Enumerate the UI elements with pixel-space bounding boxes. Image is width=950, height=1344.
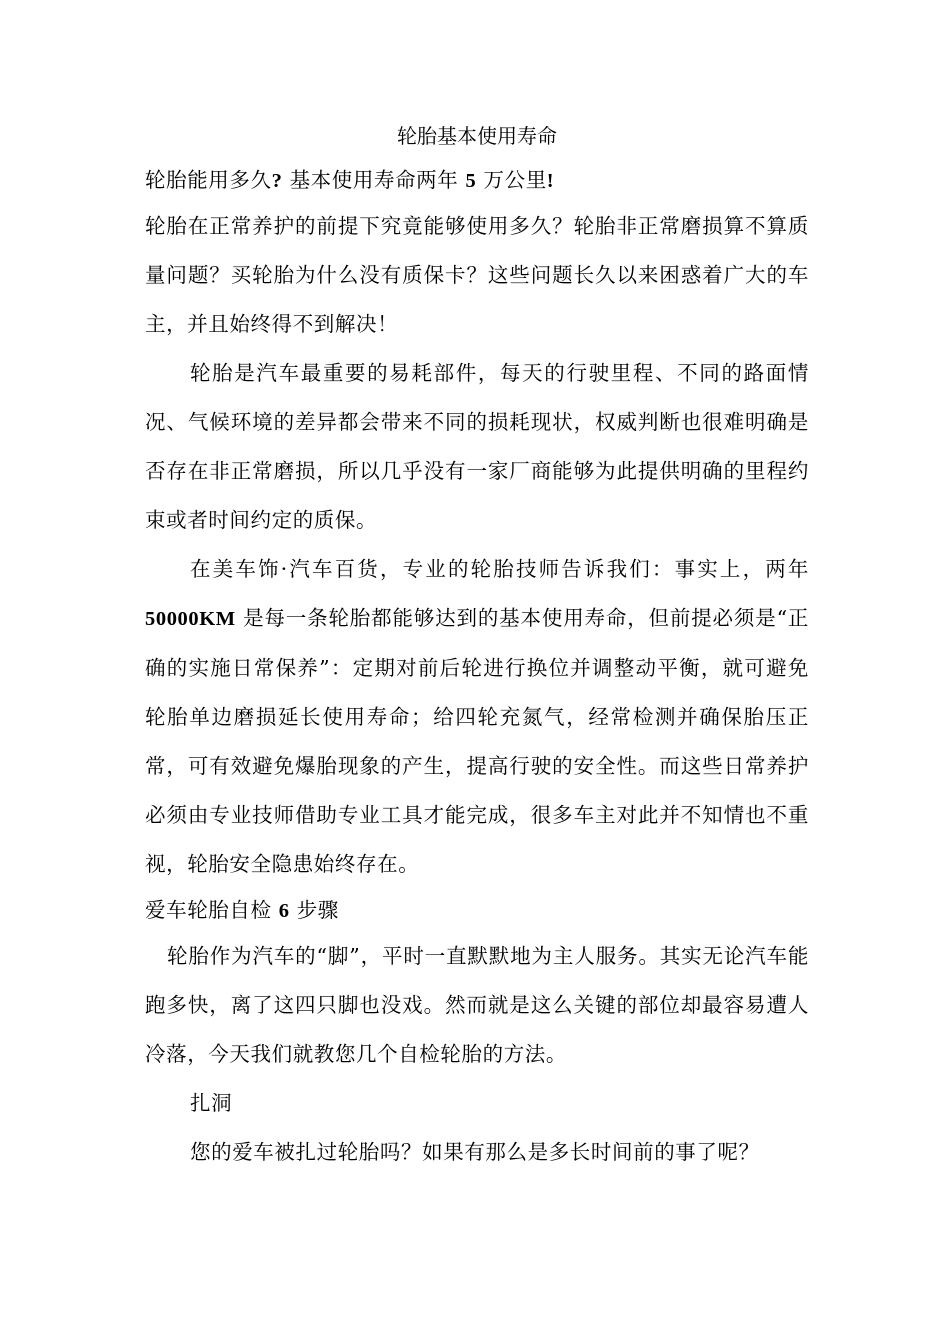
subtitle-exclamation: ! xyxy=(546,170,555,192)
sub-heading-puncture: 扎洞 xyxy=(190,1091,233,1115)
intro-paragraph: 轮胎在正常养护的前提下究竟能够使用多久？轮胎非正常磨损算不算质量问题？买轮胎为什么没有质保卡？这些问题长久以来困惑着广大的车主，并且始终得不到解决！ xyxy=(145,214,809,336)
subtitle-line xyxy=(145,159,809,202)
paragraph-tire-consumable: 轮胎是汽车最重要的易耗部件，每天的行驶里程、不同的路面情况、气候环境的差异都会带来不同的损耗现状，权威判断也很难明确是否存在非正常磨损，所以几乎没有一家厂商能够为此提供明确的里程约束或者时间约定的质保。 xyxy=(145,361,809,532)
advice-mileage: 50000KM xyxy=(145,608,236,630)
section-heading-after: 步骤 xyxy=(289,898,339,922)
paragraph-tire-as-feet: 轮胎作为汽车的“脚”，平时一直默默地为主人服务。其实无论汽车能跑多快，离了这四只脚也没戏。然而就是这么关键的部位却最容易遭人冷落，今天我们就教您几个自检轮胎的方法。 xyxy=(145,944,809,1066)
document-body xyxy=(145,113,809,1177)
subtitle-number: 5 xyxy=(465,170,477,192)
paragraph-puncture-question: 您的爱车被扎过轮胎吗？如果有那么是多长时间前的事了呢？ xyxy=(190,1140,760,1164)
advice-text-before: 在美车饰·汽车百货，专业的轮胎技师告诉我们：事实上，两年 xyxy=(190,557,809,581)
subtitle-part3: 万公里 xyxy=(476,168,547,192)
section-heading-before: 爱车轮胎自检 xyxy=(145,898,279,922)
paragraph-technician-advice xyxy=(145,545,809,889)
section-heading-number: 6 xyxy=(278,900,290,922)
subtitle-question-mark: ? xyxy=(271,170,283,192)
subtitle-part1: 轮胎能用多久 xyxy=(145,168,272,192)
section-heading xyxy=(145,889,809,932)
subtitle-part2: 基本使用寿命两年 xyxy=(282,168,466,192)
advice-text-after: 是每一条轮胎都能够达到的基本使用寿命，但前提必须是“正确的实施日常保养”：定期对前后轮进行换位并调整动平衡，就可避免轮胎单边磨损延长使用寿命；给四轮充氮气，经常检测并确保胎压正常，可有效避免爆胎现象的产生，提高行驶的安全性。而这些日常养护必须由专业技师借助专业工具才能完成，很多车主对此并不知情也不重视，轮胎安全隐患始终存在。 xyxy=(145,606,809,876)
page-title: 轮胎基本使用寿命 xyxy=(397,124,557,148)
